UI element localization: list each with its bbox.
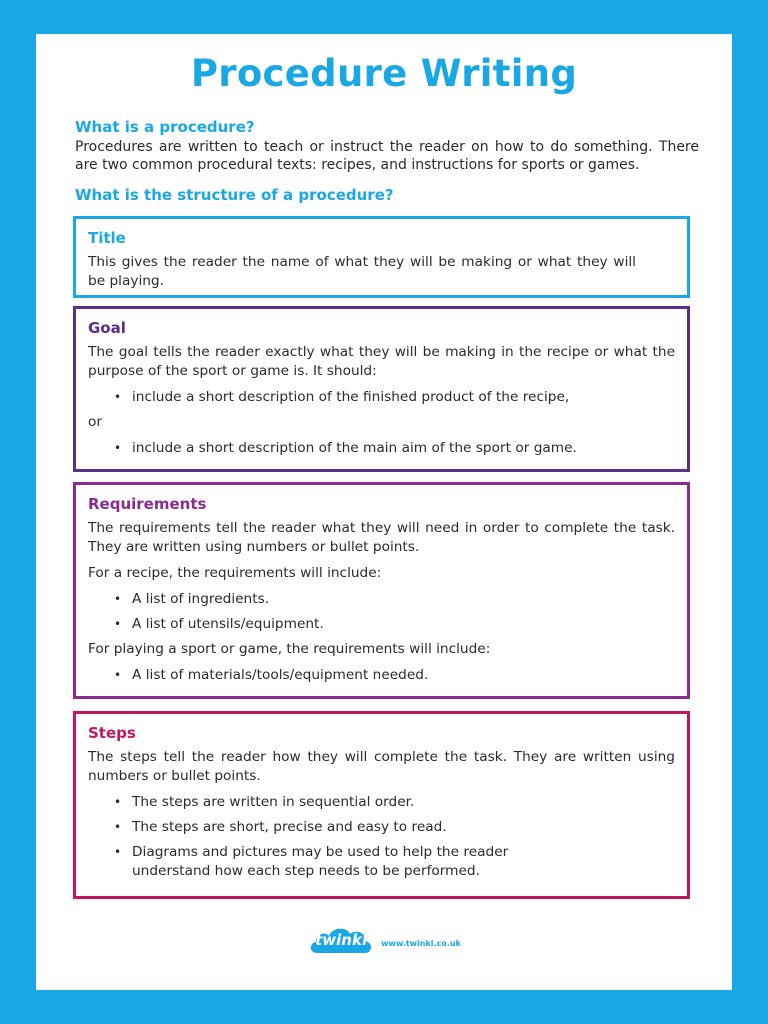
structure-heading: What is the structure of a procedure? [75, 186, 394, 204]
logo-text: twinkl [315, 931, 368, 949]
requirements-box [73, 482, 690, 699]
steps-list [88, 793, 675, 881]
requirements-box-heading: Requirements [88, 495, 207, 513]
requirements-box-text: The requirements tell the reader what they will need in order to complete the task. They are written using numbers or bullet points. [88, 520, 675, 555]
goal-or-text: or [88, 414, 103, 430]
sport-intro: For playing a sport or game, the requirements will include: [88, 641, 491, 657]
intro-text: Procedures are written to teach or instruct the reader on how to do something. There are two common procedural texts: recipes, and instructions for sports or games. [75, 139, 699, 173]
recipe-list [88, 590, 675, 634]
title-box [73, 216, 690, 298]
list-item: • The steps are written in sequential order. [132, 793, 675, 812]
steps-box-text: The steps tell the reader how they will complete the task. They are written using numbers or bullet points. [88, 749, 675, 784]
page-title: Procedure Writing [190, 52, 578, 95]
goal-list-2 [88, 439, 675, 458]
poster-page [36, 34, 732, 990]
title-box-heading: Title [88, 229, 126, 247]
twinkl-logo[interactable] [307, 923, 375, 957]
recipe-intro: For a recipe, the requirements will include: [88, 565, 382, 581]
list-item: • include a short description of the finished product of the recipe, [132, 388, 675, 407]
goal-box-text: The goal tells the reader exactly what they will be making in the recipe or what the purpose of the sport or game is. It should: [88, 344, 675, 379]
website-link[interactable]: www.twinkl.co.uk [381, 938, 461, 948]
list-item: • A list of utensils/equipment. [132, 615, 675, 634]
list-item: • A list of ingredients. [132, 590, 675, 609]
list-item: • The steps are short, precise and easy to read. [132, 818, 675, 837]
footer [36, 920, 732, 960]
list-item: • Diagrams and pictures may be used to help the reader understand how each step needs to be performed. [132, 843, 532, 881]
goal-box [73, 306, 690, 472]
list-item: • include a short description of the main aim of the sport or game. [132, 439, 675, 458]
goal-list-1 [88, 388, 675, 407]
steps-box-heading: Steps [88, 724, 136, 742]
title-box-text: This gives the reader the name of what they will be making or what they will be playing. [88, 254, 636, 289]
list-item: • A list of materials/tools/equipment needed. [132, 666, 675, 685]
steps-box [73, 711, 690, 899]
goal-box-heading: Goal [88, 319, 126, 337]
sport-list [88, 666, 675, 685]
what-is-heading: What is a procedure? [75, 118, 255, 136]
